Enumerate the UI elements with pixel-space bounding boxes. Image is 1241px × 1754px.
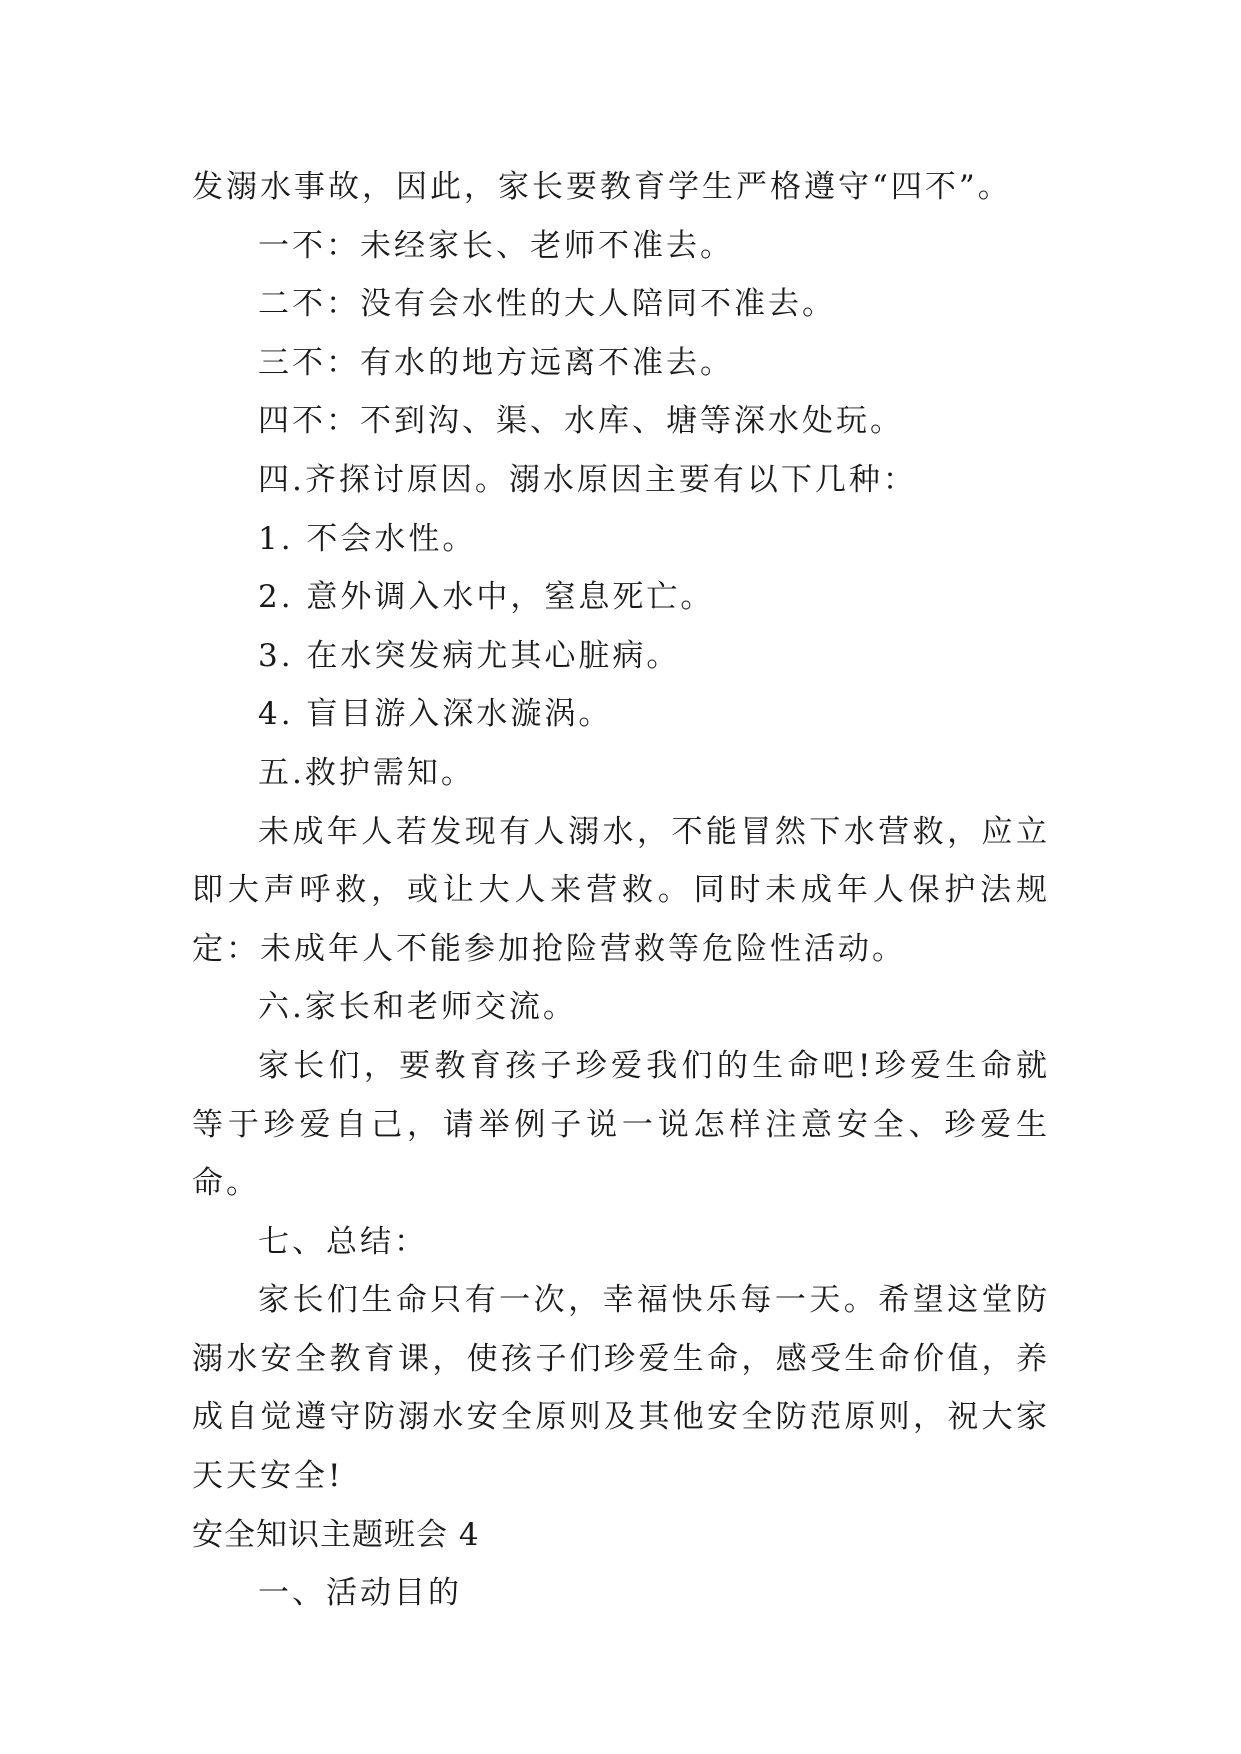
section-causes: 四.齐探讨原因。溺水原因主要有以下几种： <box>258 461 917 498</box>
subheading: 一、活动目的 <box>258 1575 462 1612</box>
section-communication: 六.家长和老师交流。 <box>258 989 577 1026</box>
cause-item: 3. 在水突发病尤其心脏病。 <box>258 637 681 674</box>
rule-four: 四不：不到沟、渠、水库、塘等深水处玩。 <box>258 403 904 440</box>
cause-item: 4. 盲目游入深水漩涡。 <box>258 696 613 733</box>
section-rescue: 五.救护需知。 <box>258 754 475 791</box>
rule-two: 二不：没有会水性的大人陪同不准去。 <box>258 286 836 323</box>
section-summary: 七、总结： <box>258 1223 428 1260</box>
cause-item: 2. 意外调入水中，窒息死亡。 <box>258 579 715 616</box>
document-body <box>192 158 1050 1623</box>
rule-three: 三不：有水的地方远离不准去。 <box>258 344 734 381</box>
section-heading: 安全知识主题班会 4 <box>192 1516 480 1553</box>
paragraph: 发溺水事故，因此，家长要教育学生严格遵守“四不”。 <box>192 169 1012 205</box>
paragraph: 家长们生命只有一次，幸福快乐每一天。希望这堂防溺水安全教育课，使孩子们珍爱生命，感受生命价值，养成自觉遵守防溺水安全原则及其他安全防范原则，祝大家天天安全! <box>192 1282 1050 1495</box>
paragraph: 家长们，要教育孩子珍爱我们的生命吧!珍爱生命就等于珍爱自己，请举例子说一说怎样注意安全、珍爱生命。 <box>192 1047 1050 1202</box>
rule-one: 一不：未经家长、老师不准去。 <box>258 227 734 264</box>
paragraph: 未成年人若发现有人溺水，不能冒然下水营救，应立即大声呼救，或让大人来营救。同时未成年人保护法规定：未成年人不能参加抢险营救等危险性活动。 <box>192 813 1050 967</box>
cause-item: 1. 不会水性。 <box>258 520 477 557</box>
